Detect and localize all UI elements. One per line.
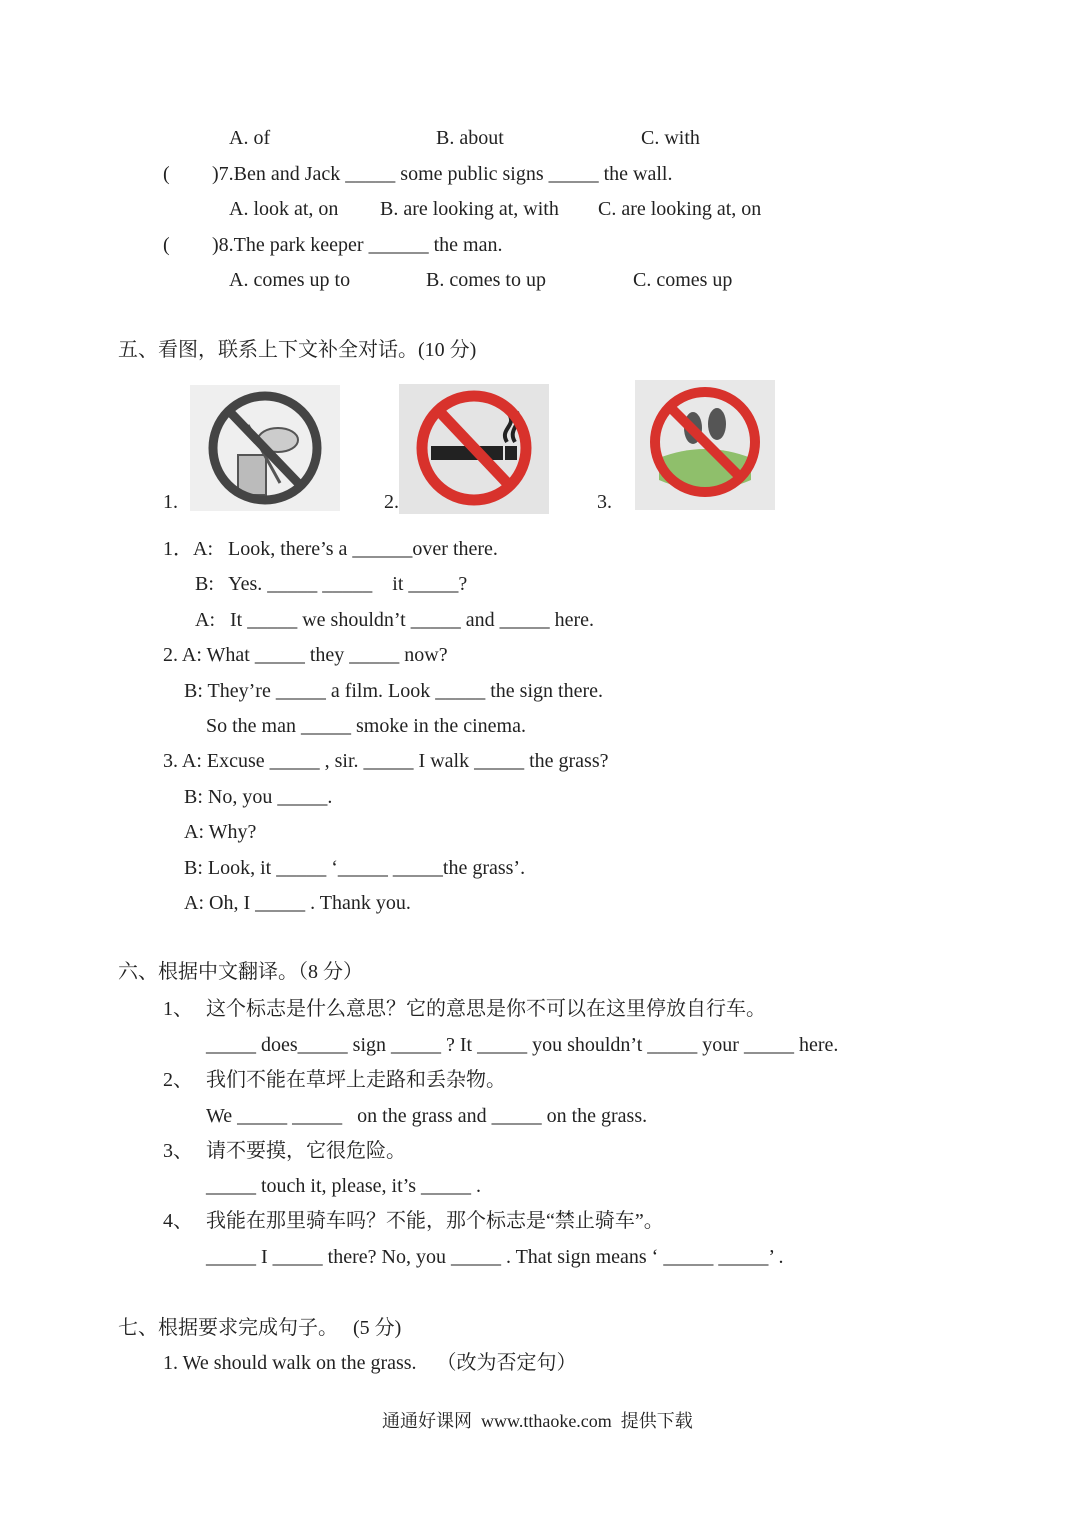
s6-item2-cn: 我们不能在草坪上走路和丢杂物。 [206,1069,506,1091]
dialog1-a2: A: It _____ we shouldn’t _____ and _____ here. [195,609,595,631]
q6-option-c: C. with [641,127,700,149]
dialog1-a1: 1．A: Look, there’s a ______over there. [163,538,498,560]
dialog3-a1: 3. A: Excuse _____ , sir. _____ I walk _____ the grass? [163,750,609,772]
s6-item2-num: 2、 [163,1069,193,1091]
s6-item1-cn: 这个标志是什么意思？它的意思是你不可以在这里停放自行车。 [206,998,766,1020]
dialog2-a1: 2. A: What _____ they _____ now? [163,644,448,666]
q8-paren: ( [163,234,170,256]
q7-option-c: C. are looking at, on [598,198,762,220]
s6-item1-num: 1、 [163,998,193,1020]
q7-paren: ( [163,163,170,185]
dialog1-b1: B: Yes. _____ _____ it _____? [195,573,468,595]
q8-option-c: C. comes up [633,269,733,291]
q8-option-a: A. comes up to [229,269,351,291]
dialog3-a2: A: Why? [184,821,257,843]
s6-item3-num: 3、 [163,1140,193,1162]
no-walking-on-grass-sign-icon [635,380,775,510]
dialog2-b1: B: They’re _____ a film. Look _____ the sign there. [184,680,603,702]
q6-option-a: A. of [229,127,271,149]
s6-item4-cn: 我能在那里骑车吗？不能，那个标志是“禁止骑车”。 [206,1210,664,1232]
dialog3-b2: B: Look, it _____ ‘_____ _____the grass’. [184,857,526,879]
s6-item2-en: We _____ _____ on the grass and _____ on the grass. [206,1105,648,1127]
s6-item4-en: _____ I _____ there? No, you _____ . That sign means ‘ _____ _____’ . [206,1246,784,1268]
q8-option-b: B. comes to up [426,269,546,291]
s6-item3-cn: 请不要摸，它很危险。 [206,1140,406,1162]
section7-title: 七、根据要求完成句子。 (5 分) [118,1317,402,1339]
no-food-drink-sign-icon [190,385,340,511]
s6-item3-en: _____ touch it, please, it’s _____ . [206,1175,481,1197]
section6-title: 六、根据中文翻译。（8 分） [118,961,363,983]
q6-option-b: B. about [436,127,504,149]
pic-label-2: 2. [384,491,399,513]
dialog2-b2: So the man _____ smoke in the cinema. [206,715,526,737]
section5-title: 五、看图，联系上下文补全对话。(10 分) [118,339,477,361]
s7-q1: 1. We should walk on the grass. （改为否定句） [163,1352,577,1374]
no-smoking-sign-icon [399,384,549,514]
dialog3-a3: A: Oh, I _____ . Thank you. [184,892,411,914]
footer-text: 通通好课网 www.tthaoke.com 提供下载 [382,1411,693,1431]
q7-option-b: B. are looking at, with [380,198,559,220]
q8-text: )8.The park keeper ______ the man. [212,234,503,256]
q7-option-a: A. look at, on [229,198,339,220]
s6-item4-num: 4、 [163,1210,193,1232]
s6-item1-en: _____ does_____ sign _____ ? It _____ you shouldn’t _____ your _____ here. [206,1034,839,1056]
pic-label-1: 1. [163,491,178,513]
q7-text: )7.Ben and Jack _____ some public signs _____ the wall. [212,163,673,185]
pic-label-3: 3. [597,491,612,513]
dialog3-b1: B: No, you _____. [184,786,333,808]
